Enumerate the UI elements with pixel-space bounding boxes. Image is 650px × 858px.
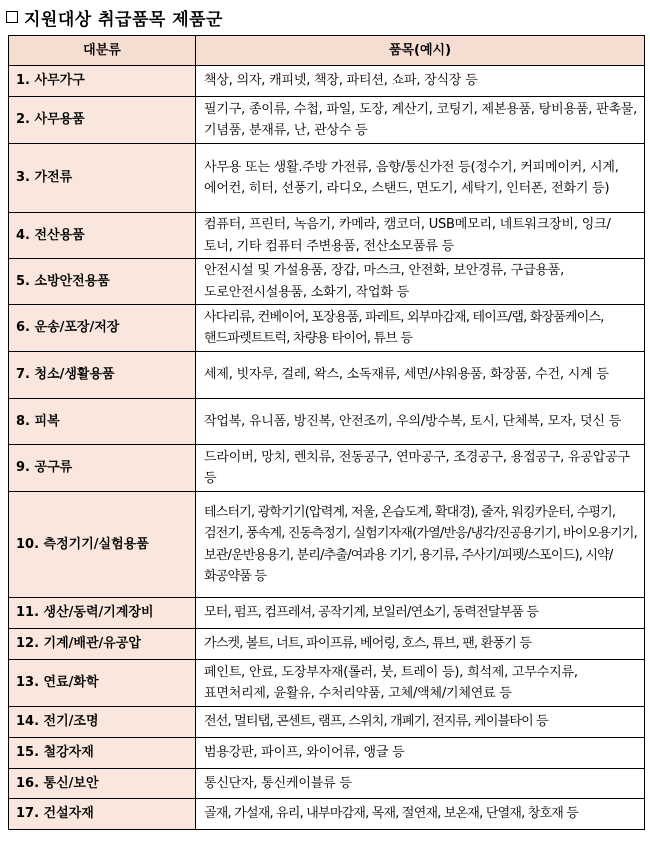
table-row — [9, 492, 645, 598]
items-cell: 작업복, 유니폼, 방진복, 안전조끼, 우의/방수복, 토시, 단체복, 모자, 덧신 등 — [196, 399, 645, 445]
items-cell: 골재, 가설재, 유리, 내부마감재, 목재, 절연재, 보온재, 단열재, 창호재 등 — [196, 799, 645, 830]
category-cell: 2. 사무용품 — [9, 97, 196, 144]
items-cell: 사다리류, 컨베이어, 포장용품, 파레트, 외부마감재, 테이프/랩, 화장품케이스, 핸드파렛트트럭, 차량용 타이어, 튜브 등 — [196, 305, 645, 352]
category-cell: 15. 철강자재 — [9, 738, 196, 769]
table-row — [9, 629, 645, 660]
items-cell: 전선, 멀티탭, 콘센트, 램프, 스위치, 개폐기, 전지류, 케이블타이 등 — [196, 707, 645, 738]
category-cell: 16. 통신/보안 — [9, 769, 196, 799]
table-row — [9, 799, 645, 830]
table-row — [9, 66, 645, 97]
header-category: 대분류 — [9, 36, 196, 66]
category-cell: 12. 기계/배관/유공압 — [9, 629, 196, 660]
category-cell: 13. 연료/화학 — [9, 660, 196, 707]
items-cell: 테스터기, 광학기기(압력계, 저울, 온습도계, 확대경), 줄자, 워킹카운터, 수평기, 검전기, 풍속계, 진동측정기, 실험기자재(가열/반응/냉각/진공용기기, 바이오용기기, 보관/운반용용기, 분리/추출/여과용 기기, 용기류, 주사기/피펫/스포이드), 시약/화공약품 등 — [196, 492, 645, 598]
category-cell: 6. 운송/포장/저장 — [9, 305, 196, 352]
table-row — [9, 259, 645, 305]
category-cell: 9. 공구류 — [9, 445, 196, 492]
items-cell: 안전시설 및 가설용품, 장갑, 마스크, 안전화, 보안경류, 구급용품, 도로안전시설용품, 소화기, 작업화 등 — [196, 259, 645, 305]
table-row — [9, 213, 645, 259]
checkbox-square-icon — [6, 11, 18, 23]
category-cell: 4. 전산용품 — [9, 213, 196, 259]
table-row — [9, 352, 645, 399]
category-cell: 8. 피복 — [9, 399, 196, 445]
category-cell: 1. 사무가구 — [9, 66, 196, 97]
items-cell: 통신단자, 통신케이블류 등 — [196, 769, 645, 799]
category-cell: 7. 청소/생활용품 — [9, 352, 196, 399]
items-cell: 모터, 펌프, 컴프레셔, 공작기계, 보일러/연소기, 동력전달부품 등 — [196, 598, 645, 629]
table-header-row — [9, 36, 645, 66]
table-row — [9, 144, 645, 213]
table-row — [9, 399, 645, 445]
table-row — [9, 445, 645, 492]
category-cell: 10. 측정기기/실험용품 — [9, 492, 196, 598]
items-cell: 책상, 의자, 캐피넷, 책장, 파티션, 쇼파, 장식장 등 — [196, 66, 645, 97]
table-row — [9, 738, 645, 769]
category-cell: 11. 생산/동력/기계장비 — [9, 598, 196, 629]
table-row — [9, 660, 645, 707]
category-cell: 3. 가전류 — [9, 144, 196, 213]
items-cell: 페인트, 안료, 도장부자재(롤러, 붓, 트레이 등), 희석제, 고무수지류, 표면처리제, 윤활유, 수처리약품, 고체/액체/기체연료 등 — [196, 660, 645, 707]
items-cell: 범용강판, 파이프, 와이어류, 앵글 등 — [196, 738, 645, 769]
category-cell: 17. 건설자재 — [9, 799, 196, 830]
items-cell: 사무용 또는 생활.주방 가전류, 음향/통신가전 등(정수기, 커피메이커, 시계, 에어컨, 히터, 선풍기, 라디오, 스탠드, 면도기, 세탁기, 인터폰, 전화기 등) — [196, 144, 645, 213]
header-items: 품목(예시) — [196, 36, 645, 66]
items-cell: 가스켓, 볼트, 너트, 파이프류, 베어링, 호스, 튜브, 팬, 환풍기 등 — [196, 629, 645, 660]
category-cell: 14. 전기/조명 — [9, 707, 196, 738]
table-row — [9, 97, 645, 144]
items-cell: 드라이버, 망치, 렌치류, 전동공구, 연마공구, 조경공구, 용접공구, 유공압공구 등 — [196, 445, 645, 492]
items-cell: 컴퓨터, 프린터, 녹음기, 카메라, 캠코더, USB메모리, 네트워크장비, 잉크/토너, 기타 컴퓨터 주변용품, 전산소모품류 등 — [196, 213, 645, 259]
items-cell: 필기구, 종이류, 수첩, 파일, 도장, 계산기, 코팅기, 제본용품, 탕비용품, 판촉물, 기념품, 분재류, 난, 관상수 등 — [196, 97, 645, 144]
items-cell: 세제, 빗자루, 걸레, 왁스, 소독재류, 세면/샤워용품, 화장품, 수건, 시계 등 — [196, 352, 645, 399]
product-category-table — [8, 35, 645, 830]
page-title: 지원대상 취급품목 제품군 — [24, 9, 223, 30]
table-row — [9, 769, 645, 799]
section-title — [6, 5, 223, 29]
table-row — [9, 598, 645, 629]
table-row — [9, 305, 645, 352]
table-row — [9, 707, 645, 738]
category-cell: 5. 소방안전용품 — [9, 259, 196, 305]
